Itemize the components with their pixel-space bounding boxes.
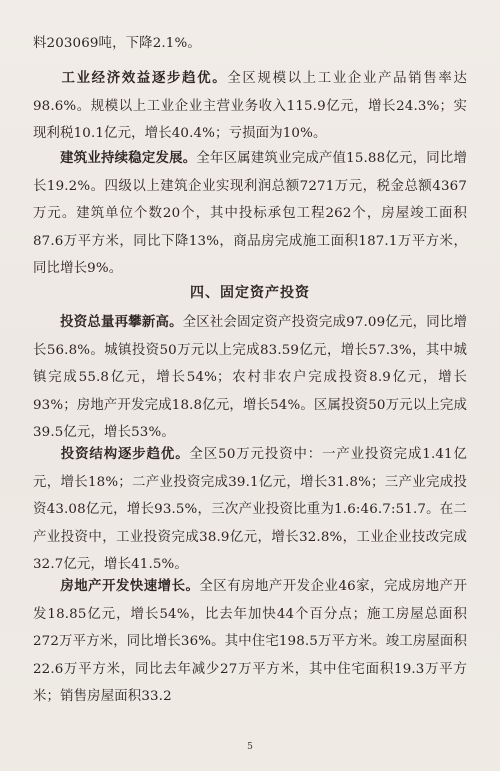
paragraph-body: 全区规模以上工业企业产品销售率达98.6%。规模以上工业企业主营业务收入115.9亿元，增长24.3%；实现利税10.1亿元，增长40.4%；亏损面为10%。	[33, 71, 467, 142]
paragraph-lead: 投资总量再攀新高。	[60, 314, 183, 330]
paragraph-body: 全区有房地产开发企业46家，完成房地产开发18.85亿元，增长54%，比去年加快44个百分点；施工房屋总面积272万平方米，同比增长36%。其中住宅198.5万平方米。竣工房屋面积22.6万平方米，同比去年减少27万平方米，其中住宅面积19.3万平方米；销售房屋面积33.2	[33, 579, 468, 705]
section-title: 四、固定资产投资	[190, 285, 310, 301]
paragraph-lead: 投资结构逐步趋优。	[60, 446, 190, 462]
page-number: 5	[247, 742, 253, 752]
paragraph-body: 全区50万元投资中：一产业投资完成1.41亿元，增长18%；二产业投资完成39.1亿元，增长31.8%；三产业完成投资43.08亿元，增长93.5%，三次产业投资比重为1.6:46.7:51.7。在二产业投资中，工业投资完成38.9亿元，增长32.8%，工业企业技改完成32.7亿元，增长41.5%。	[33, 447, 467, 573]
paragraph-lead: 工业经济效益逐步趋优。	[60, 70, 228, 86]
paragraph-investment-structure	[33, 441, 467, 579]
paragraph-body: 全区社会固定资产投资完成97.09亿元，同比增长56.8%。城镇投资50万元以上完成83.59亿元，增长57.3%，其中城镇完成55.8亿元，增长54%；农村非农户完成投资8.9亿元，增长93%；房地产开发完成18.8亿元，增长54%。区属投资50万元以上完成39.5亿元，增长53%。	[33, 315, 467, 441]
paragraph-investment-total	[33, 309, 467, 447]
carryover-text: 料203069吨，下降2.1%。	[33, 36, 201, 51]
paragraph-lead: 房地产开发快速增长。	[60, 578, 200, 594]
paragraph-body: 全年区属建筑业完成产值15.88亿元，同比增长19.2%。四级以上建筑企业实现利润总额7271万元，税金总额4367万元。建筑单位个数20个，其中投标承包工程262个，房屋竣工面积87.6万平方米，同比下降13%，商品房完成施工面积187.1万平方米，同比增长9%。	[33, 151, 468, 277]
paragraph-lead: 建筑业持续稳定发展。	[60, 150, 197, 166]
paragraph-industrial-efficiency	[33, 65, 467, 148]
paragraph-construction	[33, 145, 467, 283]
carryover-paragraph	[33, 30, 467, 58]
paragraph-real-estate	[33, 573, 467, 711]
